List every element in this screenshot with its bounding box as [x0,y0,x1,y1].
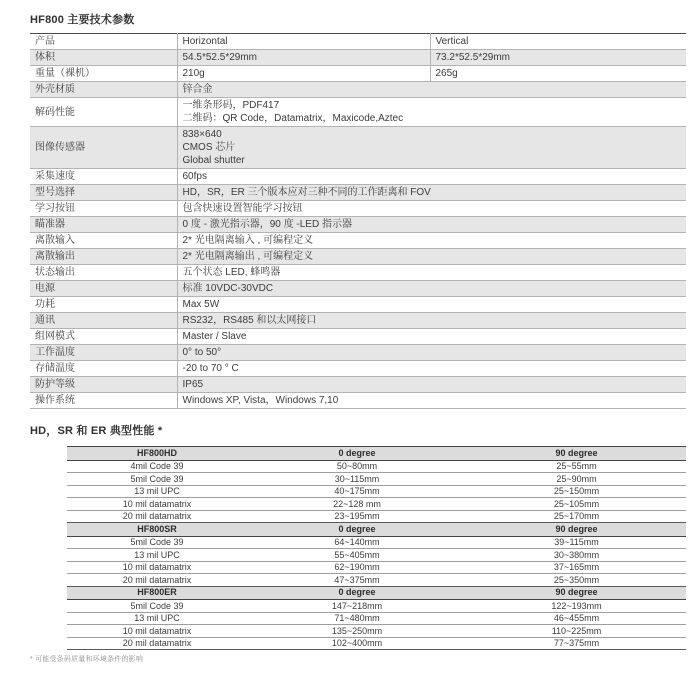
spec-row-value: Max 5W [177,297,686,313]
perf-model-name: HF800HD [67,447,247,461]
spec-row-value: 2* 光电隔离输出 , 可编程定义 [177,249,686,265]
perf-range-cell: 39~115mm [467,536,686,549]
perf-symbology-cell: 5mil Code 39 [67,600,247,613]
perf-data-row [67,600,686,613]
perf-degree-header: 0 degree [247,447,467,461]
spec-row-label: 功耗 [30,297,177,313]
perf-degree-header: 90 degree [467,523,686,537]
spec-table [30,33,686,409]
perf-data-row [67,637,686,650]
spec-row [30,265,686,281]
perf-symbology-cell: 10 mil datamatrix [67,625,247,638]
perf-symbology-cell: 20 mil datamatrix [67,574,247,587]
spec-row [30,249,686,265]
spec-row [30,66,686,82]
perf-range-cell: 30~115mm [247,473,467,486]
perf-symbology-cell: 10 mil datamatrix [67,561,247,574]
spec-row-label: 电源 [30,281,177,297]
perf-symbology-cell: 5mil Code 39 [67,473,247,486]
perf-range-cell: 25~170mm [467,510,686,523]
perf-data-row [67,549,686,562]
spec-row-label: 外壳材质 [30,82,177,98]
spec-row-value: 210g [177,66,430,82]
perf-degree-header: 90 degree [467,447,686,461]
perf-range-cell: 135~250mm [247,625,467,638]
perf-range-cell: 25~105mm [467,498,686,511]
spec-row-value: 0° to 50° [177,345,686,361]
spec-row-label: 离散输出 [30,249,177,265]
perf-data-row [67,574,686,587]
perf-range-cell: 50~80mm [247,460,467,473]
spec-value-line: 838×640 [182,129,222,140]
spec-row-label: 产品 [30,34,177,50]
spec-row [30,98,686,127]
spec-row [30,345,686,361]
spec-row-value: -20 to 70 ° C [177,361,686,377]
spec-row-value: 60fps [177,169,686,185]
perf-data-row [67,612,686,625]
spec-row [30,127,686,169]
spec-row-label: 组网模式 [30,329,177,345]
perf-range-cell: 62~190mm [247,561,467,574]
perf-data-row [67,536,686,549]
spec-row [30,329,686,345]
perf-range-cell: 46~455mm [467,612,686,625]
spec-row-label: 存储温度 [30,361,177,377]
perf-model-name: HF800SR [67,523,247,537]
perf-range-cell: 30~380mm [467,549,686,562]
spec-row [30,217,686,233]
spec-row [30,361,686,377]
spec-row-value: 锌合金 [177,82,686,98]
specs-section-title: HF800 主要技术参数 [30,14,135,26]
perf-data-row [67,485,686,498]
perf-range-cell: 25~90mm [467,473,686,486]
perf-range-cell: 23~195mm [247,510,467,523]
perf-range-cell: 110~225mm [467,625,686,638]
performance-section-title: HD，SR 和 ER 典型性能 * [30,425,163,437]
perf-symbology-cell: 13 mil UPC [67,612,247,625]
spec-row [30,281,686,297]
spec-row-label: 瞄准器 [30,217,177,233]
perf-data-row [67,625,686,638]
spec-row-value: 73.2*52.5*29mm [430,50,686,66]
perf-range-cell: 40~175mm [247,485,467,498]
perf-symbology-cell: 4mil Code 39 [67,460,247,473]
spec-table-body [30,34,686,409]
perf-range-cell: 25~350mm [467,574,686,587]
spec-row-value: Vertical [430,34,686,50]
perf-range-cell: 47~375mm [247,574,467,587]
spec-row-value: 265g [430,66,686,82]
spec-value-line: 一维条形码，PDF417 [182,100,280,111]
perf-degree-header: 90 degree [467,586,686,600]
spec-row [30,82,686,98]
spec-row [30,169,686,185]
perf-symbology-cell: 13 mil UPC [67,549,247,562]
spec-row [30,50,686,66]
spec-value-line: CMOS 芯片 [182,142,236,153]
perf-model-header-row [67,447,686,461]
perf-range-cell: 147~218mm [247,600,467,613]
spec-row-label: 操作系统 [30,393,177,409]
perf-range-cell: 122~193mm [467,600,686,613]
perf-range-cell: 25~150mm [467,485,686,498]
spec-row-label: 通讯 [30,313,177,329]
spec-row-label: 防护等级 [30,377,177,393]
spec-row-value [177,127,686,169]
spec-row-value: HD，SR，ER 三个版本应对三种不同的工作距离和 FOV [177,185,686,201]
spec-row-value [177,98,686,127]
perf-symbology-cell: 13 mil UPC [67,485,247,498]
spec-row-value: RS232，RS485 和以太网接口 [177,313,686,329]
spec-row-label: 图像传感器 [30,127,177,169]
spec-row-label: 离散输入 [30,233,177,249]
spec-row-value: 包含快速设置智能学习按钮 [177,201,686,217]
spec-row-value: Windows XP, Vista，Windows 7,10 [177,393,686,409]
spec-row-value: 54.5*52.5*29mm [177,50,430,66]
perf-data-row [67,460,686,473]
perf-model-header-row [67,586,686,600]
spec-row [30,377,686,393]
perf-model-header-row [67,523,686,537]
spec-row [30,297,686,313]
perf-degree-header: 0 degree [247,586,467,600]
perf-range-cell: 64~140mm [247,536,467,549]
perf-table-body [67,447,686,650]
performance-table [67,446,686,650]
perf-range-cell: 25~55mm [467,460,686,473]
spec-row-value: Master / Slave [177,329,686,345]
spec-row-label: 型号选择 [30,185,177,201]
spec-row [30,233,686,249]
spec-row-value: Horizontal [177,34,430,50]
perf-range-cell: 71~480mm [247,612,467,625]
perf-degree-header: 0 degree [247,523,467,537]
spec-row-label: 重量（裸机） [30,66,177,82]
perf-symbology-cell: 10 mil datamatrix [67,498,247,511]
spec-value-line: Global shutter [182,155,245,166]
spec-row [30,201,686,217]
footnote: * 可能受条码质量和环境条件的影响 [30,656,144,663]
spec-row [30,313,686,329]
perf-data-row [67,561,686,574]
perf-range-cell: 55~405mm [247,549,467,562]
spec-row-value: 五个状态 LED, 蜂鸣器 [177,265,686,281]
spec-row-value: 2* 光电隔离输入 , 可编程定义 [177,233,686,249]
spec-row-value: 标准 10VDC-30VDC [177,281,686,297]
perf-range-cell: 37~165mm [467,561,686,574]
spec-row [30,34,686,50]
spec-row-value: 0 度 - 激光指示器，90 度 -LED 指示器 [177,217,686,233]
perf-range-cell: 102~400mm [247,637,467,650]
spec-row-value: IP65 [177,377,686,393]
perf-symbology-cell: 5mil Code 39 [67,536,247,549]
spec-row-label: 学习按钮 [30,201,177,217]
perf-range-cell: 77~375mm [467,637,686,650]
spec-row [30,393,686,409]
perf-model-name: HF800ER [67,586,247,600]
spec-row [30,185,686,201]
perf-symbology-cell: 20 mil datamatrix [67,637,247,650]
spec-value-line: 二维码：QR Code，Datamatrix，Maxicode,Aztec [182,113,404,124]
spec-row-label: 状态输出 [30,265,177,281]
perf-data-row [67,473,686,486]
perf-symbology-cell: 20 mil datamatrix [67,510,247,523]
spec-row-label: 采集速度 [30,169,177,185]
perf-data-row [67,510,686,523]
spec-row-label: 解码性能 [30,98,177,127]
perf-range-cell: 22~128 mm [247,498,467,511]
spec-row-label: 工作温度 [30,345,177,361]
spec-row-label: 体积 [30,50,177,66]
perf-data-row [67,498,686,511]
